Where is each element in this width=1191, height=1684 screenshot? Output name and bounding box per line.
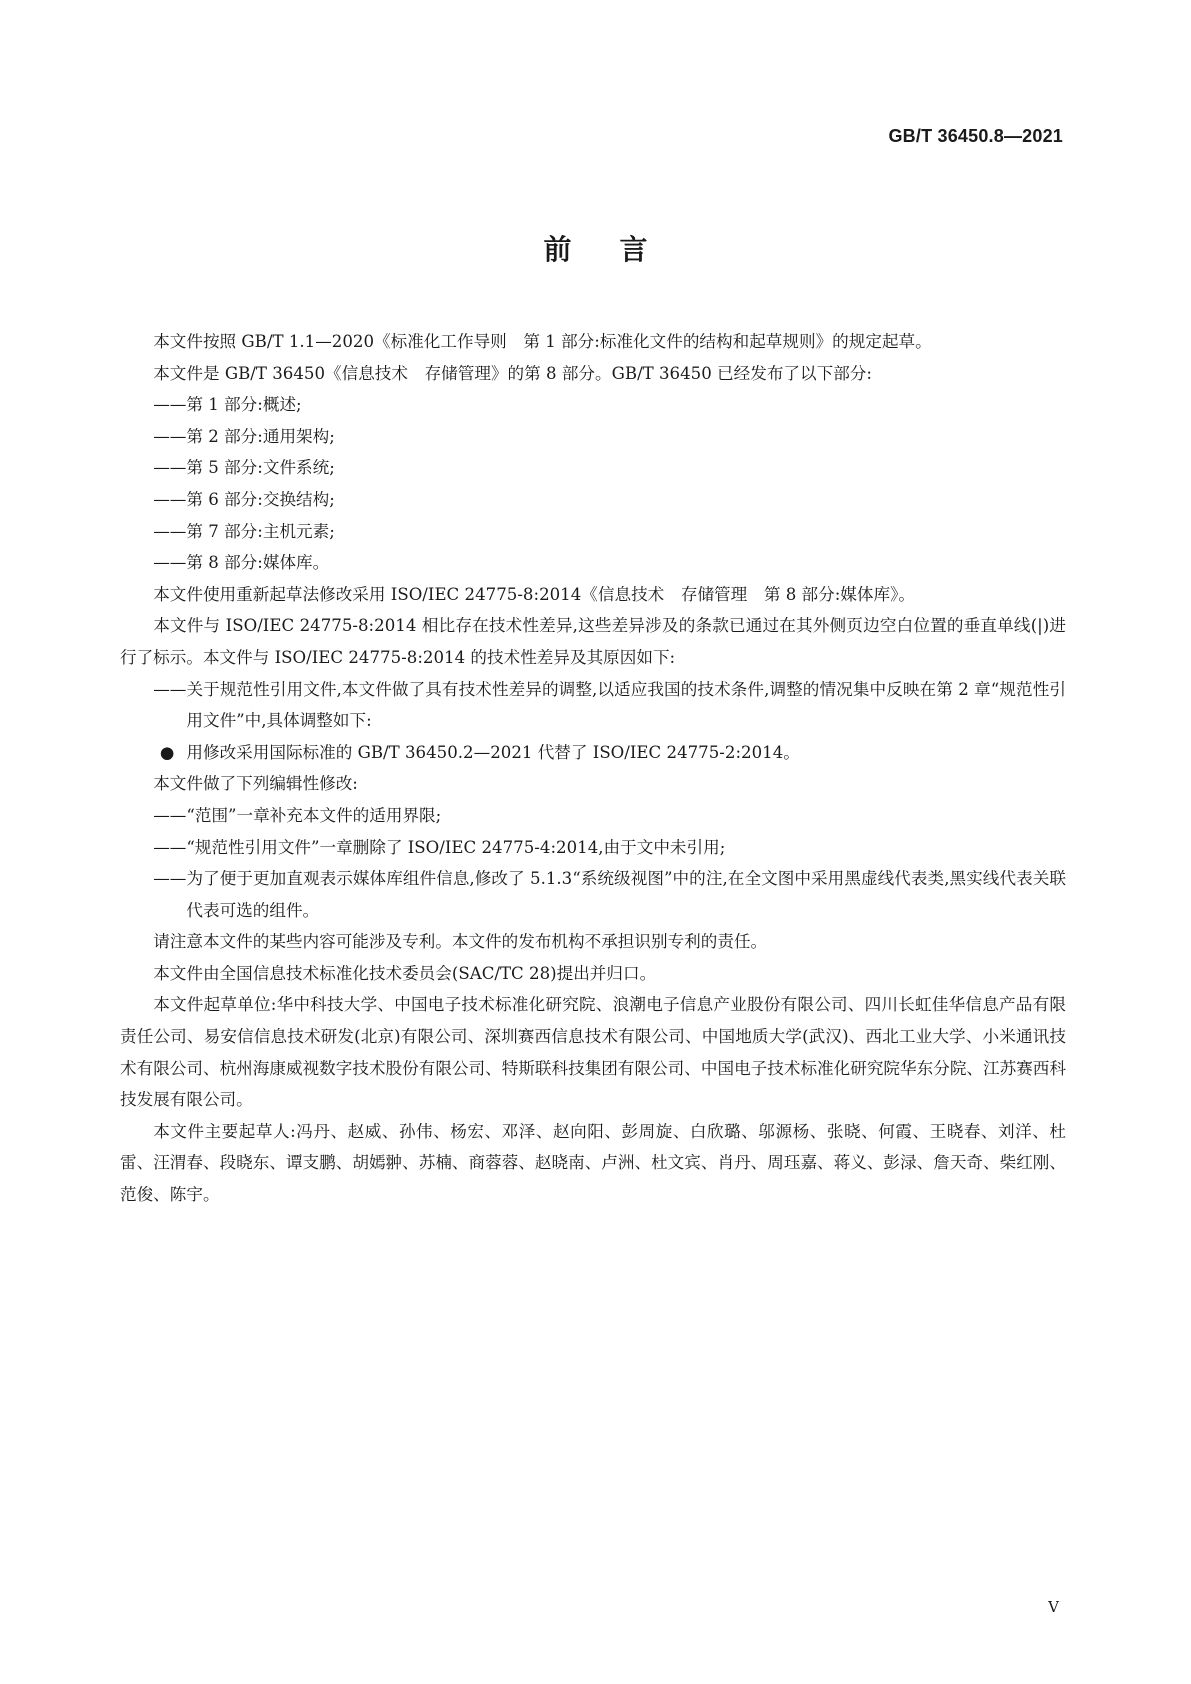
list-item-part: ——第 8 部分:媒体库。	[153, 553, 330, 573]
page-title: 前言	[543, 233, 696, 266]
paragraph-differences: 本文件与 ISO/IEC 24775-8:2014 相比存在技术性差异,这些差异涉及的条款已通过在其外侧页边空白位置的垂直单线(|)进行了标示。本文件与 ISO/IEC 24775-8:2014 的技术性差异及其原因如下:	[120, 616, 1066, 667]
list-item-part: ——第 2 部分:通用架构;	[153, 426, 335, 446]
list-item-editorial: ——“规范性引用文件”一章删除了 ISO/IEC 24775-4:2014,由于文中未引用;	[153, 837, 726, 857]
paragraph-part-of-series: 本文件是 GB/T 36450《信息技术 存储管理》的第 8 部分。GB/T 36450 已经发布了以下部分:	[153, 363, 872, 383]
document-code: GB/T 36450.8—2021	[888, 126, 1063, 146]
bullet-icon: ●	[159, 742, 175, 762]
paragraph-basis: 本文件按照 GB/T 1.1—2020《标准化工作导则 第 1 部分:标准化文件的结构和起草规则》的规定起草。	[153, 332, 932, 351]
paragraph-committee: 本文件由全国信息技术标准化技术委员会(SAC/TC 28)提出并归口。	[153, 963, 657, 983]
paragraph-drafting-units: 本文件起草单位:华中科技大学、中国电子技术标准化研究院、浪潮电子信息产业股份有限公司、四川长虹佳华信息产品有限责任公司、易安信信息技术研发(北京)有限公司、深圳赛西信息技术有限公司、中国地质大学(武汉)、西北工业大学、小米通讯技术有限公司、杭州海康威视数字技术股份有限公司、特斯联科技集团有限公司、中国电子技术标准化研究院华东分院、江苏赛西科技发展有限公司。	[120, 995, 1066, 1110]
paragraph-adoption: 本文件使用重新起草法修改采用 ISO/IEC 24775-8:2014《信息技术 存储管理 第 8 部分:媒体库》。	[153, 584, 915, 604]
list-item-part: ——第 6 部分:交换结构;	[153, 489, 335, 509]
document-body	[120, 326, 1066, 1211]
paragraph-patent: 请注意本文件的某些内容可能涉及专利。本文件的发布机构不承担识别专利的责任。	[153, 932, 768, 952]
list-item-part: ——第 1 部分:概述;	[153, 395, 302, 415]
list-item-difference: ——关于规范性引用文件,本文件做了具有技术性差异的调整,以适应我国的技术条件,调整的情况集中反映在第 2 章“规范性引用文件”中,具体调整如下:	[153, 679, 1066, 731]
page-number: V	[1048, 1598, 1059, 1616]
list-item-editorial: ——“范围”一章补充本文件的适用界限;	[153, 805, 442, 825]
bullet-text: 用修改采用国际标准的 GB/T 36450.2—2021 代替了 ISO/IEC 24775-2:2014。	[186, 742, 800, 762]
list-item-part: ——第 7 部分:主机元素;	[153, 521, 335, 541]
paragraph-editorial: 本文件做了下列编辑性修改:	[153, 774, 358, 794]
paragraph-drafters: 本文件主要起草人:冯丹、赵威、孙伟、杨宏、邓泽、赵向阳、彭周旋、白欣璐、邬源杨、张晓、何霞、王晓春、刘洋、杜雷、汪渭春、段晓东、谭支鹏、胡嫣翀、苏楠、商蓉蓉、赵晓南、卢洲、杜文宾、肖丹、周珏嘉、蒋义、彭渌、詹天奇、柴红刚、范俊、陈宇。	[120, 1121, 1066, 1205]
list-item-part: ——第 5 部分:文件系统;	[153, 458, 335, 478]
list-item-editorial: ——为了便于更加直观表示媒体库组件信息,修改了 5.1.3“系统级视图”中的注,在全文图中采用黑虚线代表类,黑实线代表关联代表可选的组件。	[153, 869, 1066, 920]
bullet-item	[120, 737, 1066, 769]
